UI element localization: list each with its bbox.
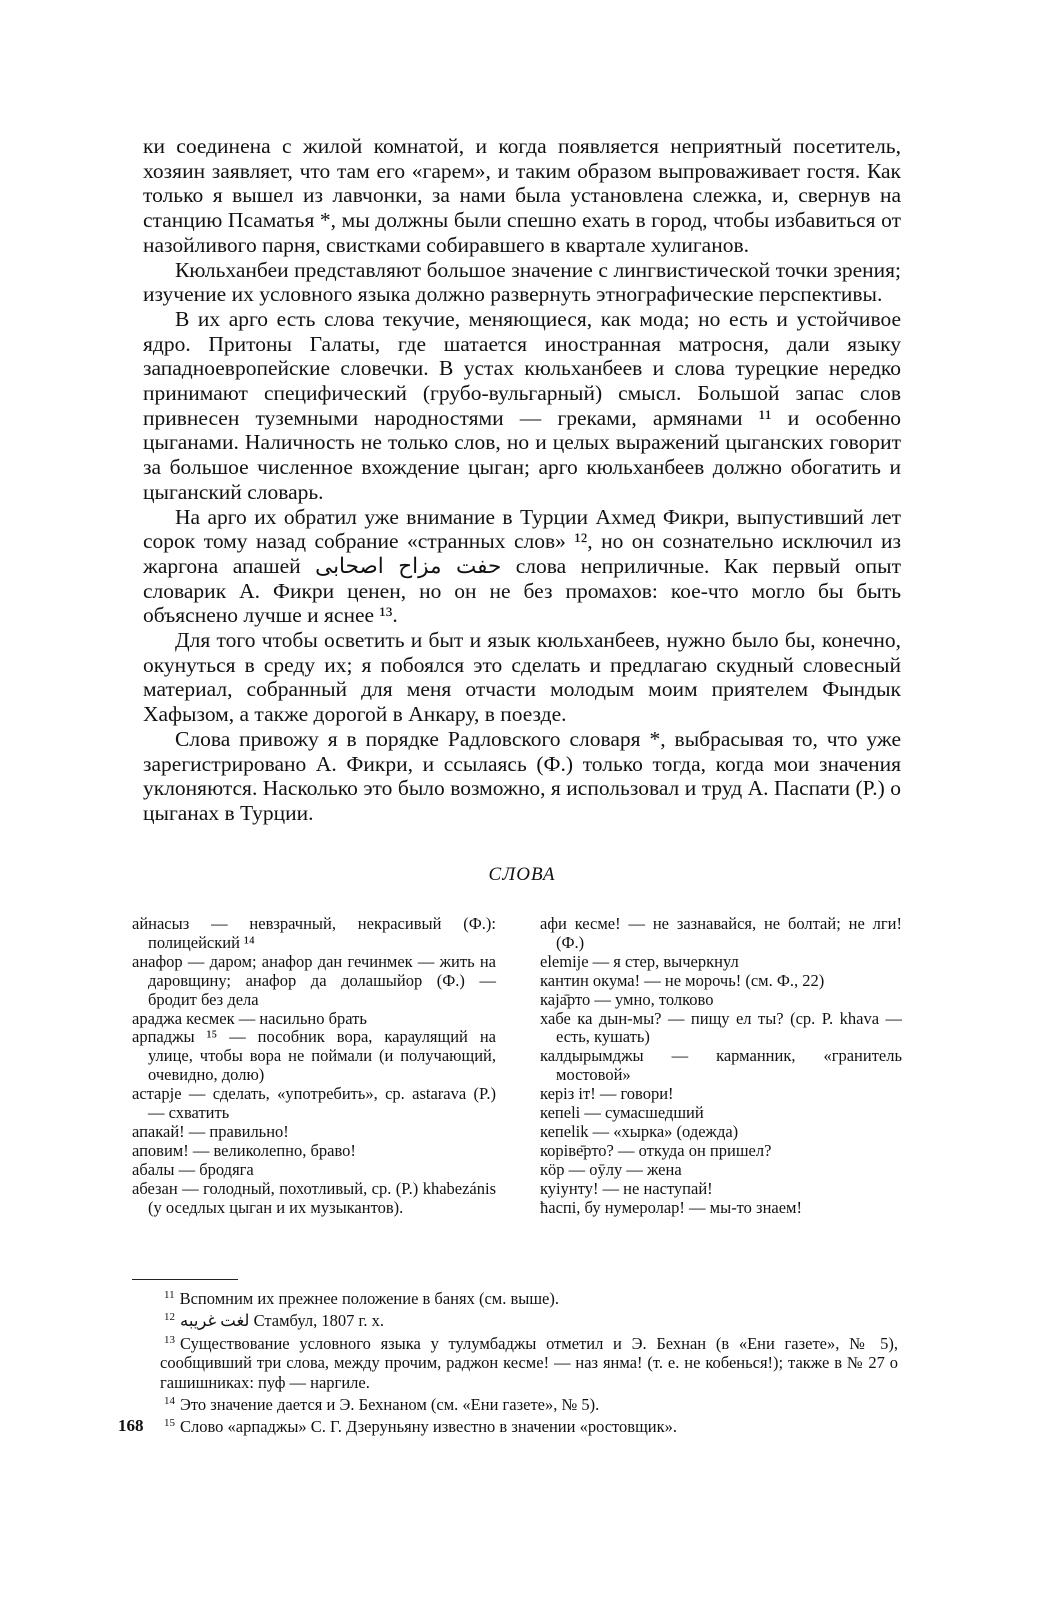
glossary-entry: ћаспі, бу нумеролар! — мы-то знаем!	[540, 1197, 802, 1217]
glossary-entry: кепеli — сумасшедший	[540, 1103, 704, 1123]
glossary-entry: анафор — даром; анафор дан гечинмек — жить на даровщину; анафор да долашыйор (Ф.) — бродит без дела	[132, 951, 496, 1009]
paragraph-5: Для того чтобы осветить и быт и язык кюльханбеев, нужно было бы, конечно, окунуться в среду их; я побоялся это сделать и предлагаю скудный словесный материал, собранный для меня отчасти молодым моим приятелем Фындык Хафызом, а также дорогой в Анкару, в поезде.	[143, 628, 901, 727]
footnote-11	[160, 1286, 898, 1308]
glossary-entry: апакай! — правильно!	[132, 1121, 289, 1141]
footnote-number: 12	[164, 1311, 175, 1324]
glossary-entry: айнасыз — невзрачный, некрасивый (Ф.): полицейский ¹⁴	[132, 914, 496, 952]
paragraph-2: Кюльханбеи представляют большое значение с лингвистической точки зрения; изучение их условного языка должно развернуть этнографические перспективы.	[143, 257, 901, 307]
footnote-14	[160, 1392, 898, 1414]
glossary-entry: абезан — голодный, похотливый, ср. (P.) khabezánis (у оседлых цыган и их музыкантов).	[132, 1178, 496, 1217]
glossary-entry: арпаджы ¹⁵ — пособник вора, караулящий на улице, чтобы вора не поймали (и получающий, очевидно, долю)	[132, 1027, 496, 1085]
glossary-entry: афи кесме! — не зазнавайся, не болтай; не лги! (Ф.)	[540, 914, 902, 952]
glossary-entry: каја̄рто — умно, толково	[540, 989, 714, 1009]
footnote-text: Это значение дается и Э. Бехнаном (см. «Ени газете», № 5).	[180, 1395, 600, 1415]
paragraph-4: На арго их обратил уже внимание в Турции Ахмед Фикри, выпустивший лет сорок тому назад собрание «странных слов» ¹², но он сознательно исключил из жаргона апашей حفت مزاح اصحابی слова неприличные. Как первый опыт словарик А. Фикри ценен, но он не без промахов: кое-что могло бы быть объяснено лучше и яснее ¹³.	[143, 504, 901, 628]
glossary-entry: аповим! — великолепно, браво!	[132, 1140, 356, 1160]
footnote-12	[160, 1308, 898, 1330]
glossary-entry: коріве̄рто? — откуда он пришел?	[540, 1140, 772, 1160]
glossary-entry: астарје — сделать, «употребить», ср. astarava (P.) — схватить	[132, 1084, 496, 1123]
main-text	[143, 134, 901, 826]
glossary-entry: кантин окума! — не морочь! (см. Ф., 22)	[540, 970, 825, 990]
footnotes	[160, 1286, 898, 1437]
glossary-entry: хабе ка дын-мы? — пищу ел ты? (ср. P. khava — есть, кушать)	[540, 1008, 902, 1047]
footnote-number: 14	[164, 1395, 175, 1408]
paragraph-1: ки соединена с жилой комнатой, и когда появляется неприятный посетитель, хозяин заявляет, что там его «гарем», и таким образом выпроваживает гостя. Как только я вышел из лавчонки, за нами была установлена слежка, и, свернув на станцию Псаматья *, мы должны были спешно ехать в город, чтобы избавиться от назойливого парня, свистками собиравшего в квартале хулиганов.	[143, 134, 901, 257]
glossary-entry: калдырымджы — карманник, «гранитель мостовой»	[540, 1046, 902, 1085]
footnote-text: Вспомним их прежнее положение в банях (см. выше).	[179, 1289, 559, 1308]
footnote-13	[160, 1331, 898, 1392]
footnote-number: 15	[164, 1417, 175, 1430]
glossary-entry: керіз іт! — говори!	[540, 1084, 674, 1104]
footnote-15	[160, 1414, 898, 1436]
footnote-text: Существование условного языка у тулумбаджы отметил и Э. Бехнан (в «Ени газете», № 5), сообщивший три слова, между прочим, раджон кесме! — наз янма! (т. е. не кобенься!); также в № 27 о гашишниках: пуф — наргиле.	[160, 1333, 898, 1392]
glossary-entry: куіунту! — не наступай!	[540, 1178, 713, 1198]
paragraph-6: Слова привожу я в порядке Радловского словаря *, выбрасывая то, что уже зарегистрировано А. Фикри, и ссылаясь (Ф.) только тогда, когда мои значения уклоняются. Насколько это было возможно, я использовал и труд А. Паспати (P.) о цыганах в Турции.	[143, 726, 901, 825]
glossary-entry: абалы — бродяга	[132, 1159, 254, 1179]
glossary-entry: кӧр — оӯлу — жена	[540, 1159, 682, 1179]
glossary-entry: араджа кесмек — насильно брать	[132, 1008, 367, 1028]
glossary-entry: elemije — я стер, вычеркнул	[540, 951, 739, 971]
glossary-left-column	[132, 915, 496, 1218]
paragraph-3: В их арго есть слова текучие, меняющиеся, как мода; но есть и устойчивое ядро. Притоны Галаты, где шатается иностранная матросня, дали языку западноевропейские словечки. В устах кюльханбеев и слова турецкие нередко принимают специфический (грубо-вульгарный) смысл. Большой запас слов привнесен туземными народностями — греками, армянами ¹¹ и особенно цыганами. Наличность не только слов, но и целых выражений цыганских говорит за большое численное вхождение цыган; арго кюльханбеев должно обогатить и цыганский словарь.	[143, 306, 901, 504]
footnote-number: 13	[164, 1333, 175, 1346]
section-heading: СЛОВА	[488, 864, 556, 885]
footnote-text: Слово «арпаджы» С. Г. Дзеруньяну известно в значении «ростовщик».	[180, 1417, 678, 1437]
footnote-divider	[132, 1279, 238, 1280]
glossary-right-column	[540, 915, 902, 1218]
footnote-number: 11	[164, 1289, 175, 1301]
page-number: 168	[118, 1416, 144, 1435]
glossary-entry: кепеlik — «хырка» (одежда)	[540, 1121, 739, 1141]
footnote-text: لغت غريبه Стамбул, 1807 г. х.	[180, 1311, 384, 1331]
